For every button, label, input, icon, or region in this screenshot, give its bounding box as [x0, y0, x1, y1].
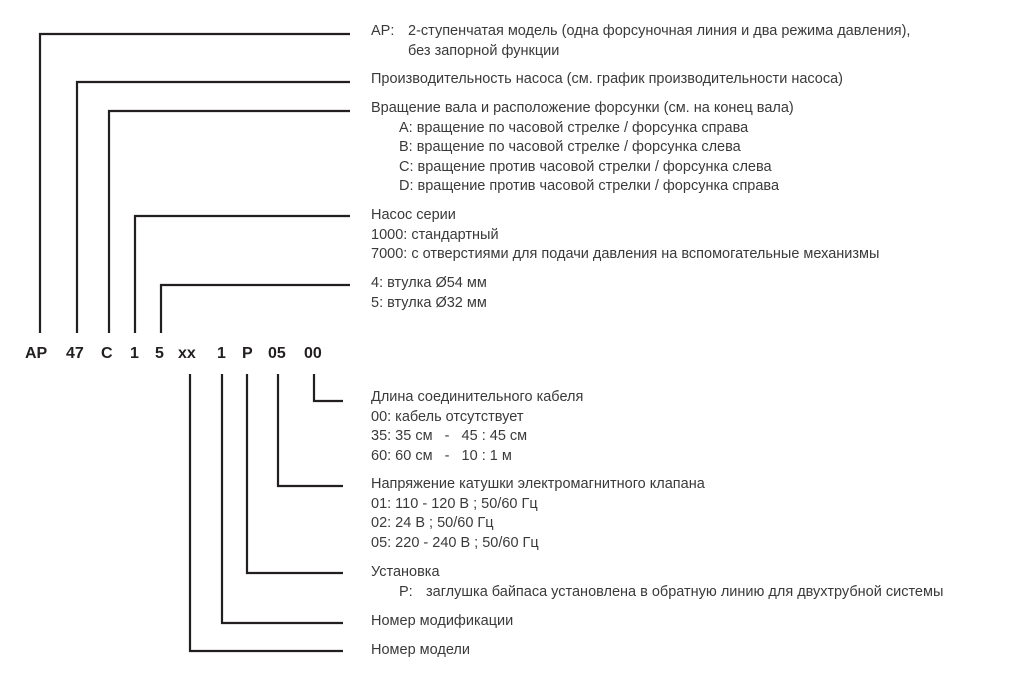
cable-title: Длина соединительного кабеля	[371, 389, 584, 405]
desc-series	[371, 206, 879, 265]
rotation-title: Вращение вала и расположение форсунки (см. на конец вала)	[371, 100, 794, 116]
desc-bushing	[371, 274, 487, 313]
leader-line-model-number	[190, 374, 343, 651]
desc-modification	[371, 612, 513, 632]
capacity-title: Производительность насоса (см. график производительности насоса)	[371, 71, 844, 87]
desc-model-type	[371, 22, 910, 61]
rotation-item-a: A: вращение по часовой стрелке / форсунка справа	[399, 119, 749, 136]
modification-title: Номер модификации	[371, 613, 514, 629]
bushing-item-5: 5: втулка Ø32 мм	[371, 294, 487, 311]
series-item-1000: 1000: стандартный	[371, 226, 499, 243]
code-segment-model-number: xx	[178, 345, 196, 362]
installation-prefix: P:	[399, 583, 413, 600]
code-segment-installation: P	[242, 345, 253, 362]
leader-line-bushing	[161, 285, 350, 333]
installation-item: заглушка байпаса установлена в обратную линию для двухтрубной системы	[426, 583, 944, 600]
leader-line-capacity	[77, 82, 350, 333]
model-type-prefix: AP:	[371, 23, 395, 39]
desc-capacity	[371, 70, 843, 90]
desc-model-number	[371, 641, 470, 661]
code-segment-cable: 00	[304, 345, 322, 362]
voltage-item-05: 05: 220 - 240 В ; 50/60 Гц	[371, 534, 539, 551]
model-type-line2: без запорной функции	[408, 42, 560, 59]
code-segment-capacity: 47	[66, 345, 84, 362]
desc-voltage	[371, 475, 705, 553]
desc-installation	[371, 563, 943, 602]
series-item-7000: 7000: с отверстиями для подачи давления на вспомогательные механизмы	[371, 246, 880, 262]
leader-line-voltage	[278, 374, 343, 486]
code-segment-voltage: 05	[268, 345, 286, 362]
cable-item-00: 00: кабель отсутствует	[371, 408, 524, 425]
rotation-item-b: B: вращение по часовой стрелке / форсунка слева	[399, 139, 741, 155]
series-title: Насос серии	[371, 207, 456, 223]
leader-line-model-type	[40, 34, 350, 333]
voltage-item-01: 01: 110 - 120 В ; 50/60 Гц	[371, 495, 538, 512]
leader-line-rotation	[109, 111, 350, 333]
leader-line-cable	[314, 374, 343, 401]
model-number-title: Номер модели	[371, 642, 470, 658]
rotation-item-d: D: вращение против часовой стрелки / форсунка справа	[399, 178, 780, 194]
voltage-item-02: 02: 24 В ; 50/60 Гц	[371, 515, 494, 531]
code-segment-model-type: AP	[25, 345, 48, 362]
installation-title: Установка	[371, 564, 440, 580]
voltage-title: Напряжение катушки электромагнитного клапана	[371, 476, 705, 492]
bushing-item-4: 4: втулка Ø54 мм	[371, 275, 487, 291]
leader-line-installation	[247, 374, 343, 573]
leader-line-modification	[222, 374, 343, 623]
model-type-line1: 2-ступенчатая модель (одна форсуночная линия и два режима давления),	[408, 23, 911, 39]
cable-item-60-10: 60: 60 см - 10 : 1 м	[371, 447, 512, 464]
code-segment-rotation: C	[101, 345, 113, 362]
rotation-item-c: C: вращение против часовой стрелки / форсунка слева	[399, 158, 772, 175]
desc-rotation	[371, 99, 794, 197]
code-segment-modification: 1	[217, 345, 226, 362]
leader-line-series	[135, 216, 350, 333]
code-segment-series: 1	[130, 345, 139, 362]
code-segment-bushing: 5	[155, 345, 164, 362]
desc-cable	[371, 388, 583, 466]
cable-item-35-45: 35: 35 см - 45 : 45 см	[371, 428, 528, 444]
